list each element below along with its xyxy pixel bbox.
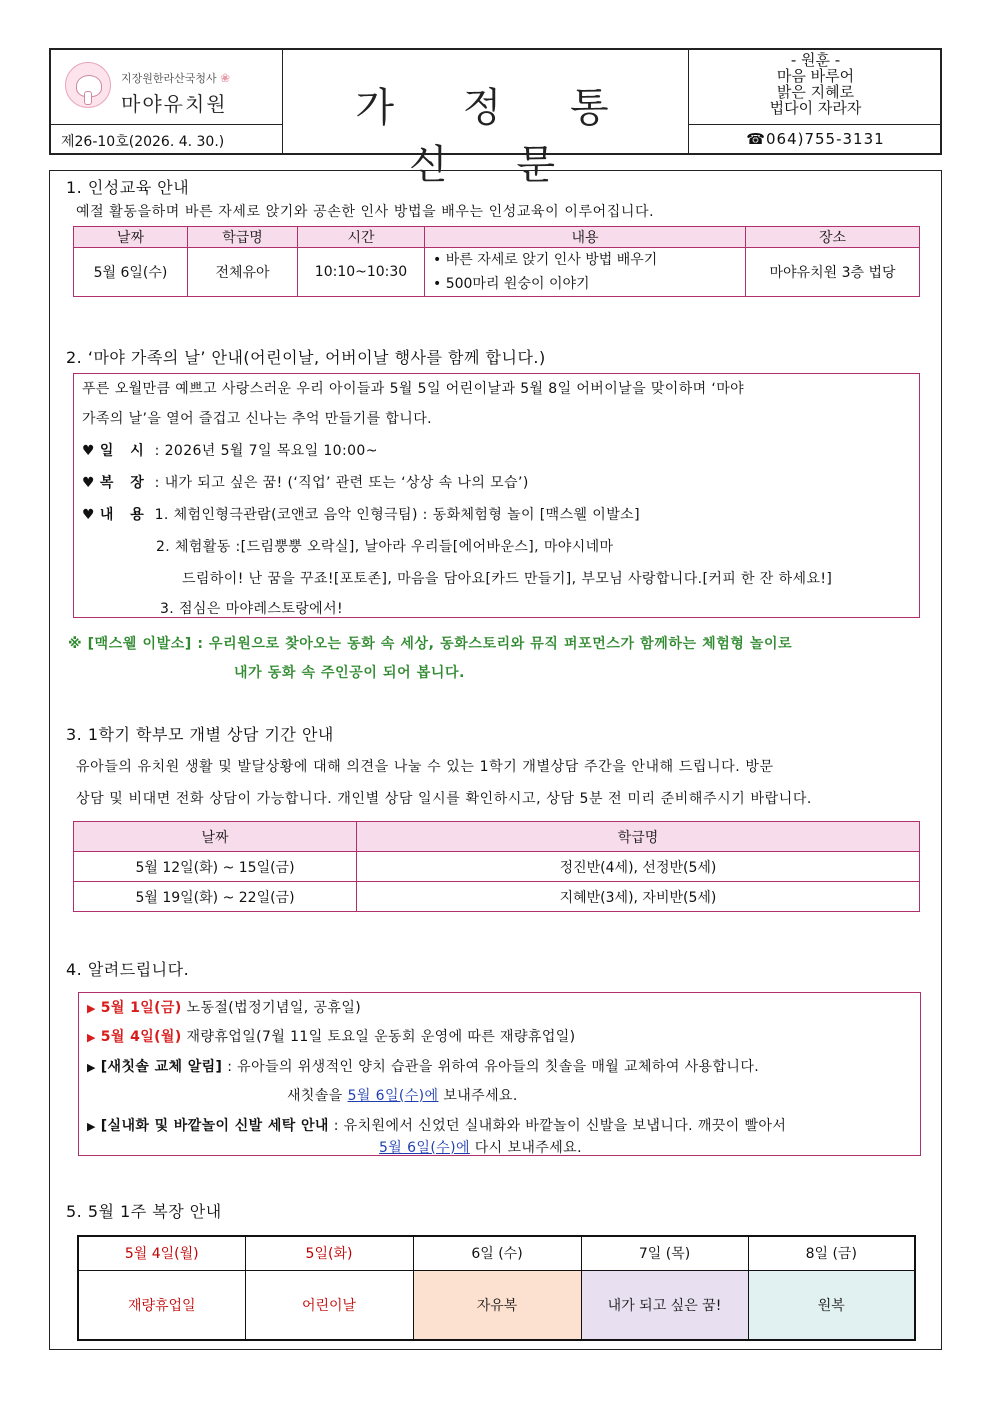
cell-date: 5월 12일(화) ~ 15일(금) (74, 852, 357, 882)
day-header: 7일 (목) (581, 1236, 748, 1270)
heart-icon: ♥ (82, 507, 95, 523)
page-title: 가 정 통 신 문 (355, 85, 637, 188)
motto-cell (689, 50, 942, 125)
col-header-place: 장소 (746, 227, 920, 248)
content-item-1: 1. 체험인형극관람(코앤코 음악 인형극팀) : 동화체험형 놀이 [맥스웰 이발소] (154, 507, 640, 523)
issue-number: 제26-10호(2026. 4. 30.) (61, 134, 225, 150)
cell-time: 10:10~10:30 (298, 248, 425, 297)
section4-title: 4. 알려드립니다. (66, 960, 190, 979)
cell-class: 전체유아 (188, 248, 298, 297)
dress-code-table (77, 1235, 916, 1341)
content-label: 내 용 (99, 507, 150, 523)
col-header-date: 날짜 (74, 227, 188, 248)
section1-title: 1. 인성교육 안내 (66, 178, 190, 197)
section3-table (73, 821, 920, 912)
dress-cell: 원복 (748, 1270, 915, 1340)
col-header-date: 날짜 (74, 822, 357, 852)
section4-box: ▶ 5월 1일(금) 노동절(법정기념일, 공휴일) ▶ 5월 4일(월) 재량휴업일(7월 11일 토요일 운동회 운영에 따른 재량휴업일) ▶ [새칫솔 교체 알림] : 유아들의 위생적인 양치 습관을 위하여 유아들의 칫솔을 매월 교체하여 사용합니다. 새칫솔을 5월 6일(수)에 보내주세요. ▶ [실내화 및 바깥놀이 신발 세탁 안내 : 유치원에서 신었던 실내화와 바깥놀이 신발을 보냅니다. 깨끗이 빨아서 5월 6일(수)에 다시 보내주세요. (78, 992, 921, 1156)
section2-paragraph-2: 가족의 날’을 열어 즐겁고 신나는 추억 만들기를 합니다. (82, 411, 432, 427)
maxwell-note-line2: 내가 동화 속 주인공이 되어 봅니다. (234, 665, 466, 681)
cell-class: 지혜반(3세), 자비반(5세) (357, 882, 920, 912)
day-header: 5일(화) (245, 1236, 413, 1270)
section2-paragraph-1: 푸른 오월만큼 예쁘고 사랑스러운 우리 아이들과 5월 5일 어린이날과 5월 8일 어버이날을 맞이하며 ‘마야 (82, 381, 745, 397)
title-cell (283, 50, 689, 188)
section3-title: 3. 1학기 학부모 개별 상담 기간 안내 (66, 725, 334, 744)
section3-paragraph-1: 유아들의 유치원 생활 및 발달상황에 대해 의견을 나눌 수 있는 1학기 개별상담 주간을 안내해 드립니다. 방문 (76, 759, 774, 775)
issue-cell (51, 125, 283, 155)
triangle-bullet-icon: ▶ (87, 1061, 96, 1074)
triangle-bullet-icon: ▶ (87, 1031, 96, 1044)
section2-box (73, 373, 920, 618)
dress-value: : 내가 되고 싶은 꿈! (‘직업’ 관련 또는 ‘상상 속 나의 모습’) (154, 475, 529, 491)
triangle-bullet-icon: ▶ (87, 1120, 96, 1133)
maxwell-note-line1: ※ [맥스웰 이발소] : 우리원으로 찾아오는 동화 속 세상, 동화스토리와 뮤직 퍼포먼스가 함께하는 체험형 놀이로 (68, 636, 793, 652)
list-item: ▶ [새칫솔 교체 알림] : 유아들의 위생적인 양치 습관을 위하여 유아들의 칫솔을 매월 교체하여 사용합니다. (87, 1059, 760, 1075)
table-row (74, 852, 920, 882)
cell-content: • 바른 자세로 앉기 인사 방법 배우기 • 500마리 원숭이 이야기 (425, 248, 746, 297)
col-header-time: 시간 (298, 227, 425, 248)
lotus-icon: ❀ (220, 71, 231, 85)
dress-cell: 내가 되고 싶은 꿈! (581, 1270, 748, 1340)
content-item-2b: 드림하이! 난 꿈을 꾸죠![포토존], 마음을 담아요[카드 만들기], 부모님 사랑합니다.[커피 한 잔 하세요!] (182, 571, 833, 587)
col-header-content: 내용 (425, 227, 746, 248)
list-item: ▶ 5월 1일(금) 노동절(법정기념일, 공휴일) (87, 1000, 362, 1016)
cell-date: 5월 19일(화) ~ 22일(금) (74, 882, 357, 912)
dress-cell: 재량휴업일 (78, 1270, 245, 1340)
list-item: ▶ 5월 4일(월) 재량휴업일(7월 11일 토요일 운동회 운영에 따른 재량휴업일) (87, 1029, 576, 1045)
dress-cell: 어린이날 (245, 1270, 413, 1340)
motto-line: 밝은 지혜로 (776, 83, 855, 101)
section3-paragraph-2: 상담 및 비대면 전화 상담이 가능합니다. 개인별 상담 일시를 확인하시고, 상담 5분 전 미리 준비해주시기 바랍니다. (76, 791, 812, 807)
dress-label: 복 장 (99, 475, 150, 491)
elephant-logo-icon (65, 62, 111, 108)
triangle-bullet-icon: ▶ (87, 1002, 96, 1015)
col-header-class: 학급명 (357, 822, 920, 852)
content-item-2a: 2. 체험활동 :[드림뿡뿡 오락실], 날아라 우리들[에어바운스], 마야시네마 (156, 539, 614, 555)
phone-cell (689, 125, 942, 155)
section1-table (73, 226, 920, 297)
day-header: 8일 (금) (748, 1236, 915, 1270)
dress-cell: 자유복 (413, 1270, 581, 1340)
heart-icon: ♥ (82, 475, 95, 491)
date-value: : 2026년 5월 7일 목요일 10:00~ (154, 443, 378, 459)
date-label: 일 시 (99, 443, 150, 459)
section2-title: 2. ‘마야 가족의 날’ 안내(어린이날, 어버이날 행사를 함께 합니다.) (66, 348, 546, 367)
phone-number: ☎064)755-3131 (746, 130, 885, 148)
cell-class: 정진반(4세), 선정반(5세) (357, 852, 920, 882)
day-header: 5월 4일(월) (78, 1236, 245, 1270)
motto-line: 법다이 자라자 (769, 99, 862, 117)
logo-cell (51, 50, 283, 125)
content-item-3: 3. 점심은 마야레스토랑에서! (160, 601, 344, 617)
section1-intro: 예절 활동을하며 바른 자세로 앉기와 공손한 인사 방법을 배우는 인성교육이 이루어집니다. (76, 204, 655, 220)
motto-title: - 원훈 - (790, 51, 841, 69)
table-row (74, 248, 920, 297)
list-item: ▶ [실내화 및 바깥놀이 신발 세탁 안내 : 유치원에서 신었던 실내화와 바깥놀이 신발을 보냅니다. 깨끗이 빨아서 (87, 1118, 787, 1134)
col-header-class: 학급명 (188, 227, 298, 248)
table-row (74, 882, 920, 912)
heart-icon: ♥ (82, 443, 95, 459)
kindergarten-name: 마야유치원 (121, 92, 228, 116)
logo-subtitle: 지장원한라산국청사 (121, 72, 217, 85)
section5-title: 5. 5월 1주 복장 안내 (66, 1202, 222, 1221)
day-header: 6일 (수) (413, 1236, 581, 1270)
motto-line: 마음 바루어 (776, 67, 855, 85)
cell-place: 마야유치원 3층 법당 (746, 248, 920, 297)
cell-date: 5월 6일(수) (74, 248, 188, 297)
